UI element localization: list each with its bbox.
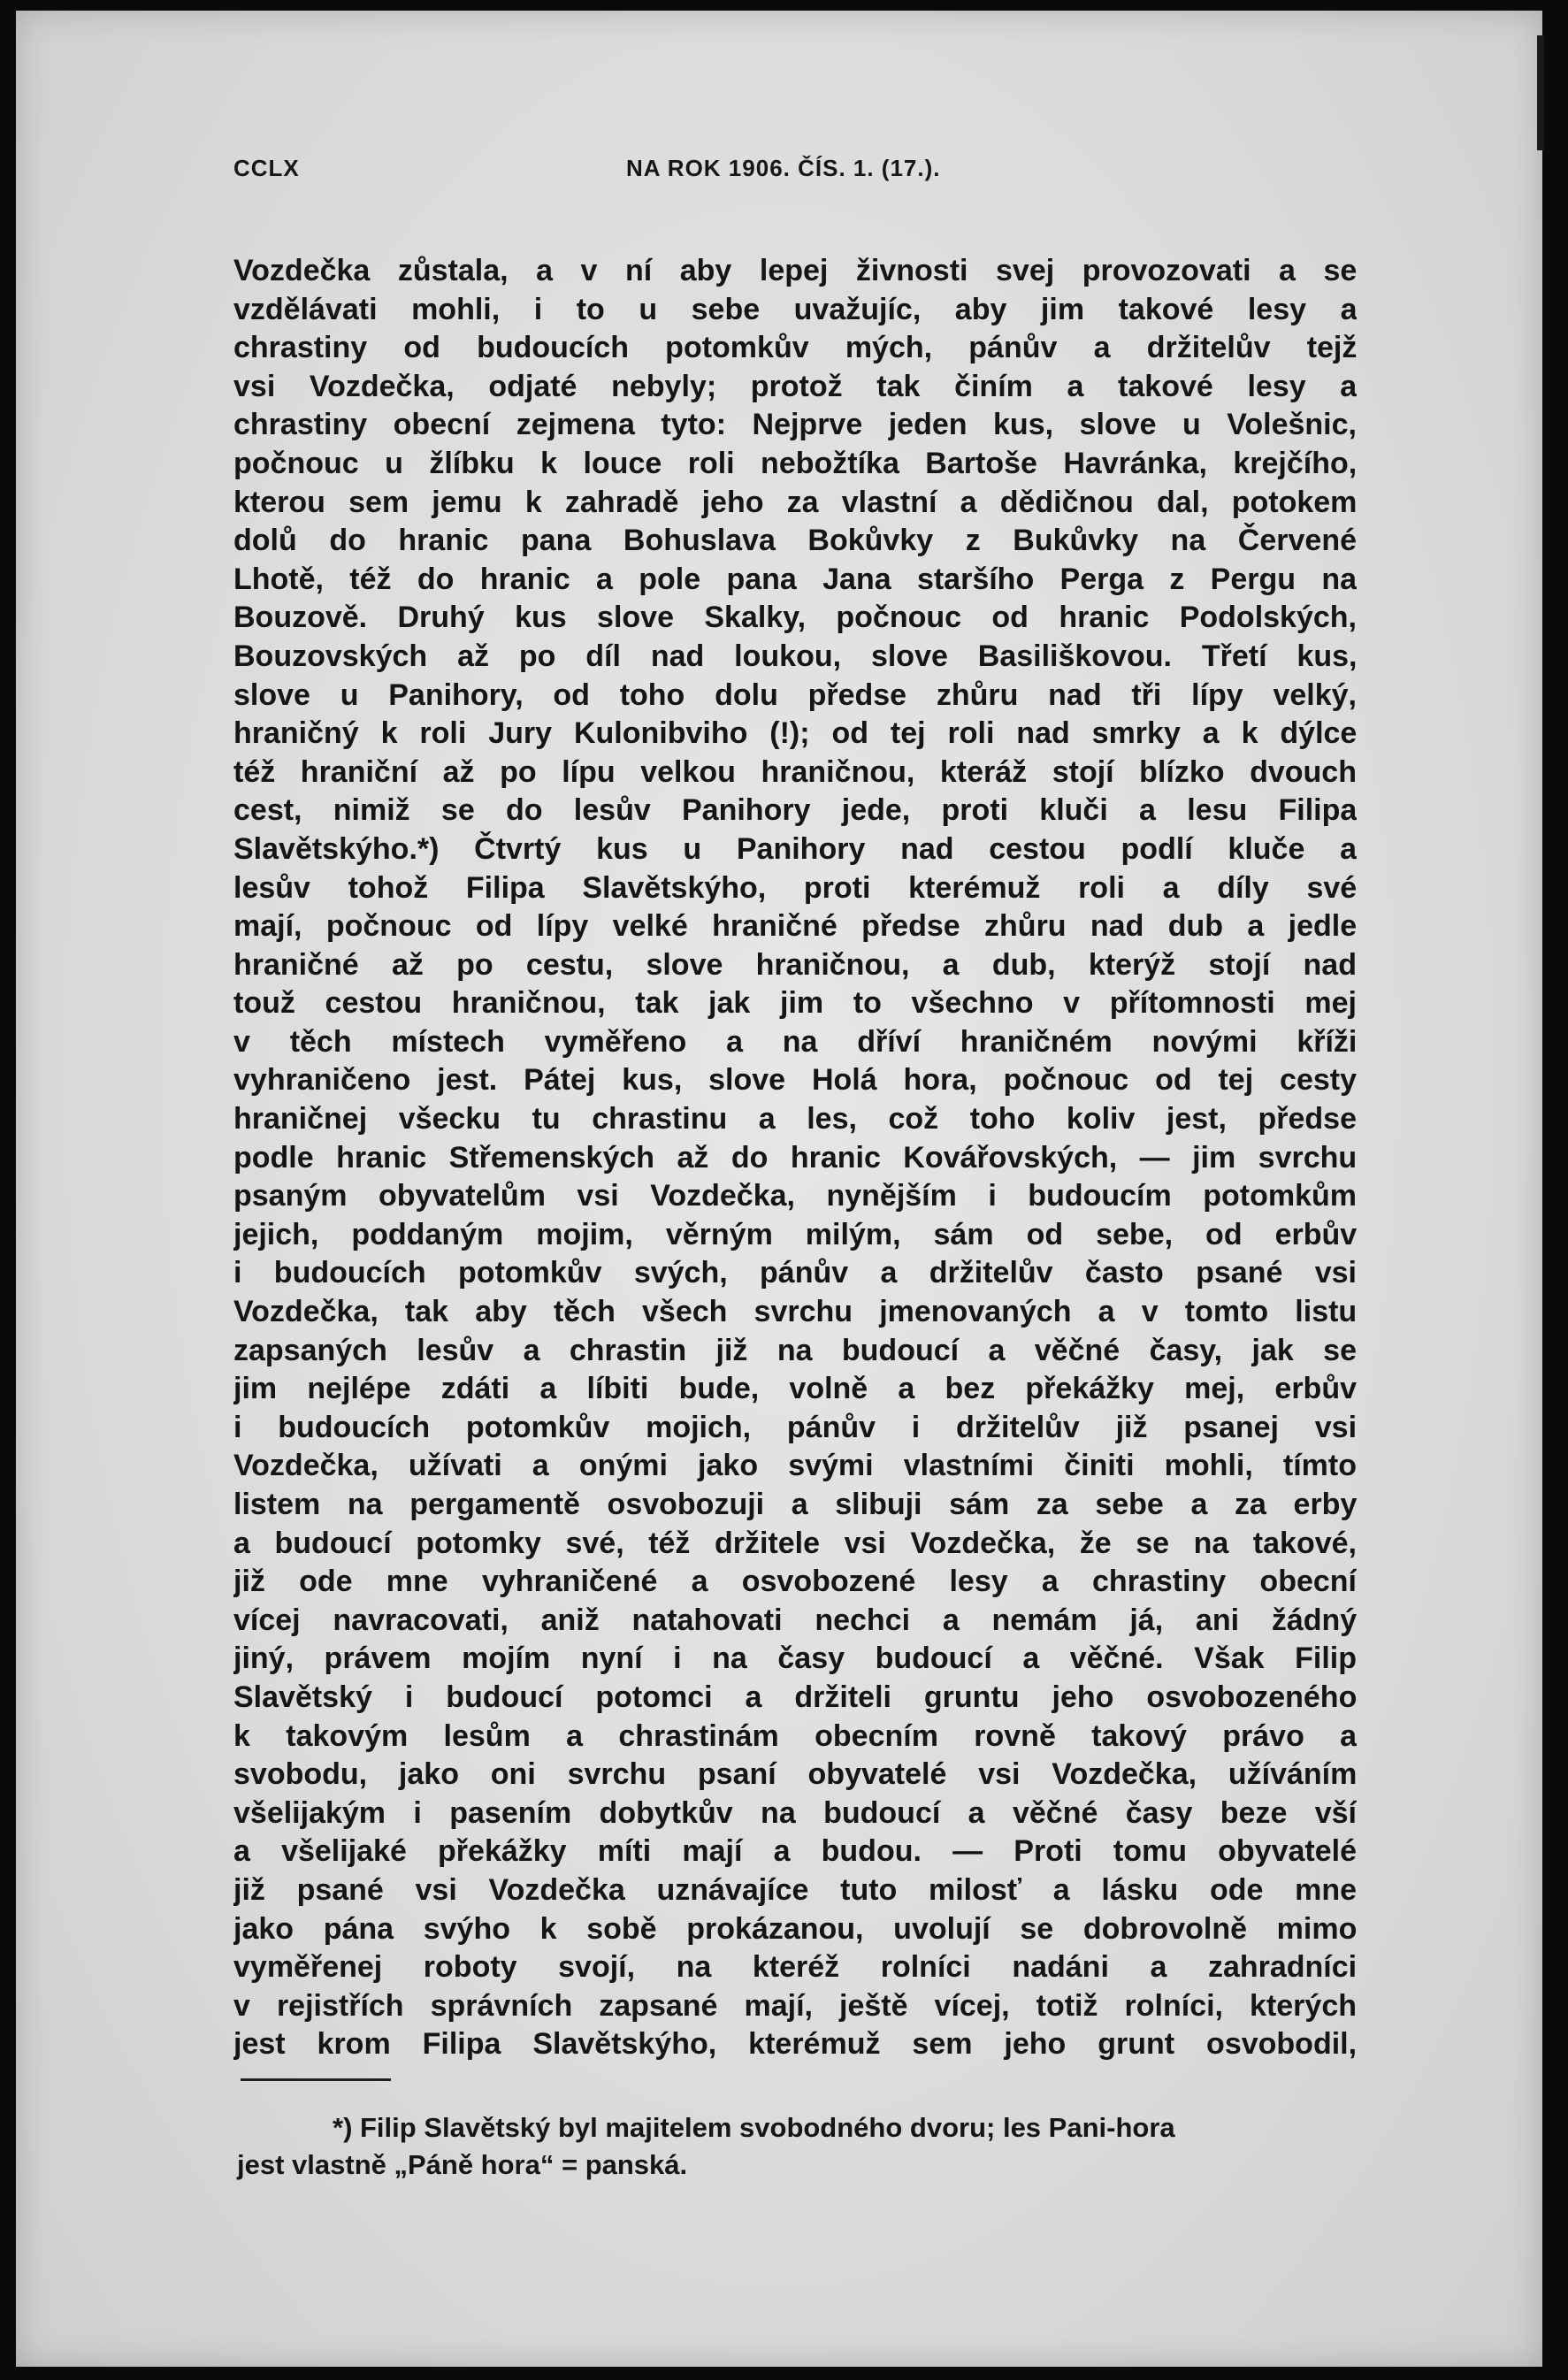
text-line: touž cestou hraničnou, tak jak jim to všechno v přítomnosti mej (233, 986, 1357, 1021)
text-line: lesův tohož Filipa Slavětskýho, proti kterémuž roli a díly své (233, 870, 1357, 905)
text-line: mají, počnouc od lípy velké hraničné předse zhůru nad dub a jedle (233, 909, 1357, 944)
text-line: jiný, právem mojím nyní i na časy budoucí a věčné. Však Filip (233, 1642, 1357, 1676)
text-line: jejich, poddaným mojim, věrným milým, sám od sebe, od erbův (233, 1217, 1357, 1251)
main-text (233, 252, 1357, 2064)
text-line: Bouzově. Druhý kus slove Skalky, počnouc od hranic Podolských, (233, 601, 1357, 635)
footnote (237, 2109, 1360, 2184)
text-line: jest krom Filipa Slavětskýho, kterémuž sem jeho grunt osvobodil, (233, 2027, 1357, 2062)
text-line: Vozdečka zůstala, a v ní aby lepej živnosti svej provozovati a se (233, 254, 1357, 287)
text-line: svobodu, jako oni svrchu psaní obyvatelé vsi Vozdečka, užíváním (233, 1757, 1357, 1792)
text-line: již ode mne vyhraničené a osvobozené lesy a chrastiny obecní (233, 1565, 1357, 1599)
footnote-line-2: jest vlastně „Páně hora“ = panská. (237, 2149, 688, 2180)
text-line: již psané vsi Vozdečka uznávajíce tuto milosť a lásku ode mne (233, 1872, 1357, 1907)
text-line: kterou sem jemu k zahradě jeho za vlastní a dědičnou dal, potokem (233, 485, 1357, 519)
text-line: vyměřenej roboty svojí, na kteréž rolníci nadáni a zahradníci (233, 1950, 1357, 1985)
text-line: též hraniční až po lípu velkou hraničnou, kteráž stojí blízko dvouch (233, 754, 1357, 789)
page-number: CCLX (233, 155, 300, 181)
footnote-line-1: *) Filip Slavětský byl majitelem svobodného dvoru; les Pani-hora (333, 2112, 1175, 2143)
text-line: a budoucí potomky své, též držitele vsi Vozdečka, že se na takové, (233, 1526, 1357, 1560)
text-line: Vozdečka, tak aby těch všech svrchu jmenovaných a v tomto listu (233, 1295, 1357, 1329)
text-line: Vozdečka, užívati a onými jako svými vlastními činiti mohli, tímto (233, 1449, 1357, 1483)
footnote-separator (241, 2078, 391, 2081)
text-line: v těch místech vyměřeno a na dříví hraničném novými kříži (233, 1024, 1357, 1059)
text-line: Slavětský i budoucí potomci a držiteli gruntu jeho osvobozeného (233, 1680, 1357, 1714)
text-line: jim nejlépe zdáti a líbiti bude, volně a bez překážky mej, erbův (233, 1372, 1357, 1406)
text-line: vícej navracovati, aniž natahovati nechci a nemám já, ani žádný (233, 1603, 1357, 1637)
text-line: jako pána svýho k sobě prokázanou, uvolují se dobrovolně mimo (233, 1911, 1357, 1946)
running-title: NA ROK 1906. ČÍS. 1. (17.). (626, 155, 941, 181)
text-line: hraničnej všecku tu chrastinu a les, což toho koliv jest, předse (233, 1102, 1357, 1136)
text-line: listem na pergamentě osvobozuji a slibuji sám za sebe a za erby (233, 1488, 1357, 1521)
text-line: v rejistřích správních zapsané mají, ještě vícej, totiž rolníci, kterých (233, 1988, 1357, 2023)
page-header (233, 155, 1357, 190)
text-line: psaným obyvatelům vsi Vozdečka, nynějším i budoucím potomkům (233, 1179, 1357, 1213)
text-line: cest, nimiž se do lesův Panihory jede, proti kluči a lesu Filipa (233, 793, 1357, 828)
text-line: vzdělávati mohli, i to u sebe uvažujíc, aby jim takové lesy a (233, 292, 1357, 326)
text-line: i budoucích potomkův mojich, pánův i držitelův již psanej vsi (233, 1410, 1357, 1444)
text-line: Lhotě, též do hranic a pole pana Jana staršího Perga z Pergu na (233, 562, 1357, 596)
text-line: vsi Vozdečka, odjaté nebyly; protož tak činím a takové lesy a (233, 369, 1357, 403)
text-line: hraničné až po cestu, slove hraničnou, a dub, kterýž stojí nad (233, 947, 1357, 982)
text-line: hraničný k roli Jury Kulonibviho (!); od tej roli nad smrky a k dýlce (233, 716, 1357, 751)
text-line: a všelijaké překážky míti mají a budou. — Proti tomu obyvatelé (233, 1834, 1357, 1869)
text-line: vyhraničeno jest. Pátej kus, slove Holá hora, počnouc od tej cesty (233, 1063, 1357, 1098)
text-line: Slavětskýho.*) Čtvrtý kus u Panihory nad cestou podlí kluče a (233, 831, 1357, 866)
text-line: chrastiny obecní zejmena tyto: Nejprve jeden kus, slove u Volešnic, (233, 408, 1357, 442)
text-line: podle hranic Střemenských až do hranic Kovářovských, — jim svrchu (233, 1140, 1357, 1175)
text-line: dolů do hranic pana Bohuslava Bokůvky z Bukůvky na Červené (233, 524, 1357, 558)
text-line: slove u Panihory, od toho dolu předse zhůru nad tři lípy velký, (233, 677, 1357, 712)
text-line: chrastiny od budoucích potomkův mých, pánův a držitelův tejž (233, 331, 1357, 365)
text-line: všelijakým i pasením dobytkův na budoucí a věčné časy beze vší (233, 1795, 1357, 1830)
text-line: i budoucích potomkův svých, pánův a držitelův často psané vsi (233, 1256, 1357, 1290)
text-line: zapsaných lesův a chrastin již na budoucí a věčné časy, jak se (233, 1333, 1357, 1367)
text-line: Bouzovských až po díl nad loukou, slove Basiliškovou. Třetí kus, (233, 639, 1357, 673)
text-line: k takovým lesům a chrastinám obecním rovně takový právo a (233, 1718, 1357, 1753)
page-edge-shadow (1537, 35, 1544, 150)
text-line: počnouc u žlíbku k louce roli nebožtíka Bartoše Havránka, krejčího, (233, 446, 1357, 480)
